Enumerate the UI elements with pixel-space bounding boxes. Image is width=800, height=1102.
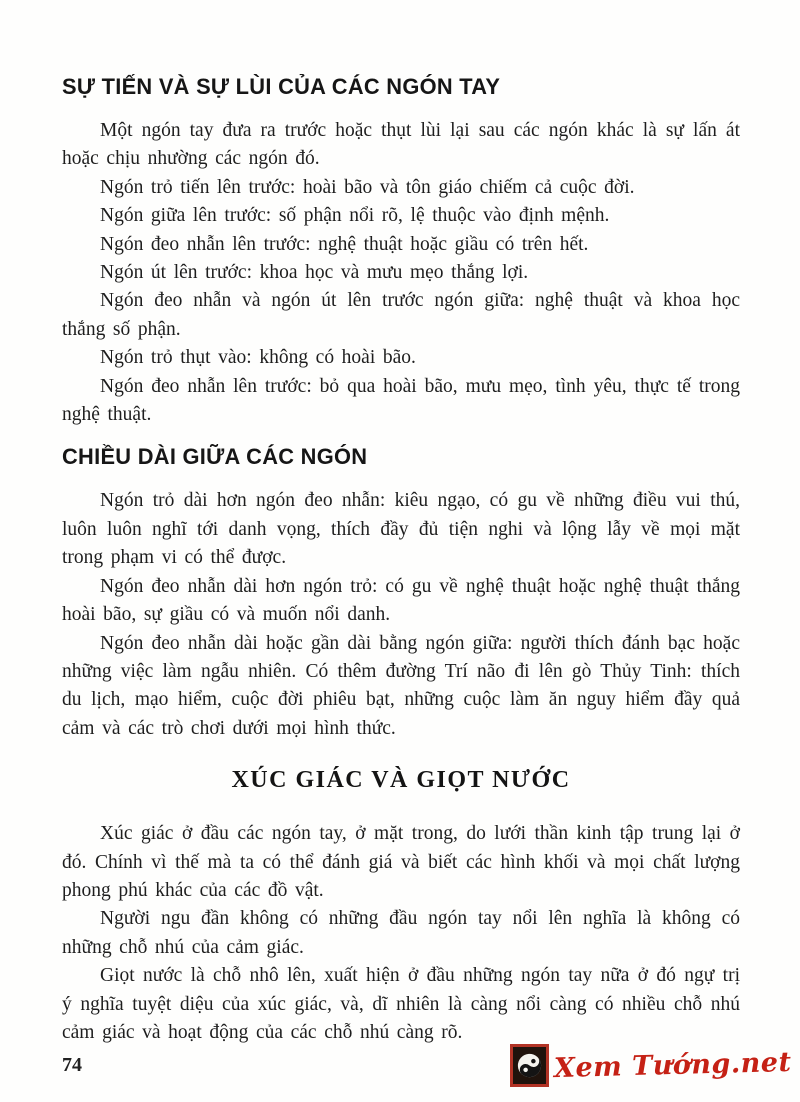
- paragraph: Ngón giữa lên trước: số phận nổi rõ, lệ thuộc vào định mệnh.: [100, 205, 610, 227]
- paragraph: Ngón trỏ dài hơn ngón đeo nhẫn: kiêu ngạo, có gu về những điều vui thú, luôn luôn nghĩ tới danh vọng, thích đầy đủ tiện nghi và lộng lẫy về mọi mặt trong phạm vi có thể được.: [62, 490, 740, 569]
- section-heading: SỰ TIẾN VÀ SỰ LÙI CỦA CÁC NGÓN TAY: [62, 74, 501, 99]
- paragraph: Ngón út lên trước: khoa học và mưu mẹo thắng lợi.: [100, 262, 529, 284]
- paragraph: Xúc giác ở đầu các ngón tay, ở mặt trong, do lưới thần kinh tập trung lại ở đó. Chính vì thế mà ta có thể đánh giá và biết các hình khối và mọi chất lượng phong phú khác của các đồ vật.: [62, 823, 740, 901]
- watermark-text: Xem Tướng.net: [554, 1046, 793, 1084]
- paragraph: Ngón đeo nhẫn lên trước: nghệ thuật hoặc giầu có trên hết.: [100, 233, 589, 255]
- yin-yang-icon: [510, 1044, 549, 1087]
- paragraph: Người ngu đần không có những đầu ngón tay nổi lên nghĩa là không có những chỗ nhú của cảm giác.: [62, 908, 740, 958]
- paragraph: Một ngón tay đưa ra trước hoặc thụt lùi lại sau các ngón khác là sự lấn át hoặc chịu nhường các ngón đó.: [62, 120, 740, 170]
- section-heading: CHIỀU DÀI GIỮA CÁC NGÓN: [62, 444, 368, 470]
- section-touch-droplet: [62, 767, 740, 1047]
- page-footer: [62, 1040, 792, 1090]
- paragraph: Giọt nước là chỗ nhô lên, xuất hiện ở đầu những ngón tay nữa ở đó ngự trị ý nghĩa tuyệt diệu của xúc giác, và, dĩ nhiên là càng nổi càng có nhiều chỗ nhú cảm giác và hoạt động của các chỗ nhú càng rõ.: [62, 965, 740, 1043]
- section-finger-advance-retreat: [62, 74, 740, 429]
- paragraph: Ngón đeo nhẫn dài hơn ngón trỏ: có gu về nghệ thuật hoặc nghệ thuật thắng hoài bão, sự giầu có và muốn nổi danh.: [62, 575, 740, 626]
- paragraph: Ngón đeo nhẫn lên trước: bỏ qua hoài bão, mưu mẹo, tình yêu, thực tế trong nghệ thuật.: [62, 375, 740, 426]
- paragraph: Ngón đeo nhẫn và ngón út lên trước ngón giữa: nghệ thuật và khoa học thắng số phận.: [62, 290, 740, 340]
- chapter-heading: XÚC GIÁC VÀ GIỌT NƯỚC: [231, 767, 571, 794]
- section-finger-lengths: [62, 444, 740, 743]
- paragraph: Ngón trỏ tiến lên trước: hoài bão và tôn giáo chiếm cả cuộc đời.: [100, 176, 635, 198]
- page-number: 74: [62, 1053, 82, 1076]
- watermark: [510, 1044, 792, 1087]
- paragraph: Ngón trỏ thụt vào: không có hoài bão.: [100, 347, 416, 369]
- paragraph: Ngón đeo nhẫn dài hoặc gần dài bằng ngón giữa: người thích đánh bạc hoặc những việc làm ngẫu nhiên. Có thêm đường Trí não đi lên gò Thủy Tinh: thích du lịch, mạo hiểm, cuộc đời phiêu bạt, những cuộc làm ăn nguy hiểm đầy quả cảm và các trò chơi dưới mọi hình thức.: [62, 632, 740, 739]
